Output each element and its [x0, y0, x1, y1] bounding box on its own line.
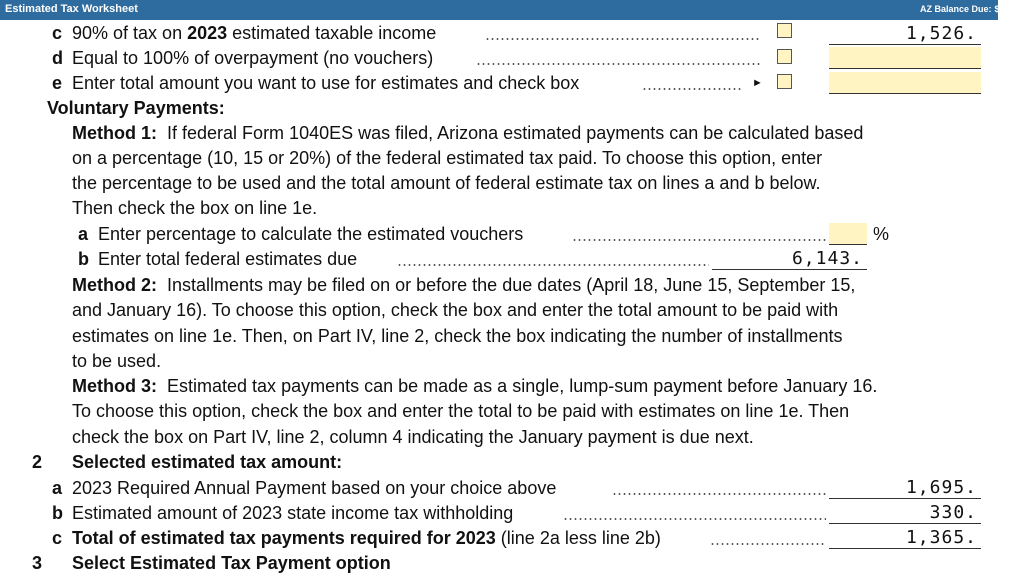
leader-dots	[642, 88, 742, 90]
line-2c-field[interactable]: 1,365.	[829, 527, 981, 549]
leader-dots	[572, 239, 827, 241]
voluntary-payments-heading: Voluntary Payments:	[47, 98, 225, 118]
line-letter: d	[52, 48, 63, 68]
method-3-line	[0, 425, 998, 450]
federal-estimates-label: Enter total federal estimates due	[98, 249, 358, 269]
line-3-title: Select Estimated Tax Payment option	[72, 553, 391, 573]
line-1d-field[interactable]	[829, 47, 981, 69]
method-2-line-2: and January 16). To choose this option, check the box and enter the total amount to be paid with	[72, 300, 839, 320]
line-2-title: Selected estimated tax amount:	[72, 452, 343, 472]
line-1c-field[interactable]: 1,526.	[829, 23, 981, 45]
arrow-right-icon: ►	[752, 77, 763, 89]
line-1c-year: 2023	[187, 23, 228, 43]
window-title-bar	[0, 0, 1012, 20]
method-3-line	[0, 399, 998, 424]
line-letter: e	[52, 73, 63, 93]
line-1d-label: Equal to 100% of overpayment (no vouchers)	[72, 48, 434, 68]
leader-dots	[710, 543, 826, 545]
line-2a-field[interactable]: 1,695.	[829, 477, 981, 499]
voluntary-payments-heading-row	[0, 96, 998, 121]
method-2-line	[0, 324, 998, 349]
line-3-number: 3	[32, 553, 43, 573]
method-2-label: Method 2:	[72, 275, 157, 295]
method-3-line-2: To choose this option, check the box and enter the total to be paid with estimates on line 1e. Then	[72, 401, 850, 421]
line-1c-post: estimated taxable income	[227, 23, 437, 43]
percentage-label: Enter percentage to calculate the estimated vouchers	[98, 224, 524, 244]
line-2c	[0, 526, 998, 551]
method-2-line	[0, 298, 998, 323]
worksheet-body	[0, 20, 998, 573]
method-1-line	[0, 196, 998, 221]
line-3-partial	[0, 551, 998, 576]
method-3-line	[0, 374, 998, 399]
method-2-line-3: estimates on line 1e. Then, on Part IV, line 2, check the box indicating the number of installments	[72, 326, 843, 346]
line-1e-field[interactable]	[829, 72, 981, 94]
line-2-number: 2	[32, 452, 43, 472]
leader-dots	[476, 63, 760, 65]
percentage-field[interactable]	[829, 223, 867, 245]
line-2c-bold-label: Total of estimated tax payments required for 2023	[72, 528, 496, 548]
line-letter: a	[78, 224, 89, 244]
method-1-line-a	[0, 222, 998, 247]
line-letter: b	[52, 503, 63, 523]
percent-sign: %	[873, 224, 890, 244]
line-2b-label: Estimated amount of 2023 state income tax withholding	[72, 503, 514, 523]
line-1c-label	[72, 21, 436, 46]
line-1c-checkbox[interactable]	[777, 23, 792, 38]
line-1c-pre: 90% of tax on	[72, 23, 188, 43]
method-1-line-4: Then check the box on line 1e.	[72, 198, 318, 218]
method-3-text	[72, 374, 877, 399]
line-letter: c	[52, 23, 63, 43]
method-1-line	[0, 171, 998, 196]
line-1d-checkbox[interactable]	[777, 49, 792, 64]
method-2-text	[72, 273, 855, 298]
line-2a-label: 2023 Required Annual Payment based on your choice above	[72, 478, 557, 498]
method-1-text	[72, 121, 863, 146]
method-1-line-1: If federal Form 1040ES was filed, Arizona estimated payments can be calculated based	[167, 123, 864, 143]
line-1c	[0, 21, 998, 46]
line-2-heading-row	[0, 450, 998, 475]
leader-dots	[612, 493, 826, 495]
line-letter: a	[52, 478, 63, 498]
line-2b	[0, 501, 998, 526]
federal-estimates-field[interactable]: 6,143.	[712, 248, 867, 270]
line-2b-field[interactable]: 330.	[829, 502, 981, 524]
line-2a	[0, 476, 998, 501]
method-2-line	[0, 349, 998, 374]
method-3-line-1: Estimated tax payments can be made as a single, lump-sum payment before January 16.	[167, 376, 878, 396]
method-1-line-b	[0, 247, 998, 272]
line-2c-suffix: (line 2a less line 2b)	[495, 528, 661, 548]
line-1e-label: Enter total amount you want to use for estimates and check box	[72, 73, 580, 93]
leader-dots	[563, 518, 826, 520]
method-3-label: Method 3:	[72, 376, 157, 396]
line-2c-label	[72, 526, 661, 551]
method-1-line	[0, 121, 998, 146]
balance-due-label: AZ Balance Due:	[920, 4, 992, 14]
worksheet-title: Estimated Tax Worksheet	[5, 3, 138, 15]
line-1d	[0, 46, 998, 71]
line-1e	[0, 71, 998, 96]
line-1e-checkbox[interactable]	[777, 74, 792, 89]
method-2-line-4: to be used.	[72, 351, 162, 371]
balance-due	[920, 4, 1012, 14]
method-1-line-3: the percentage to be used and the total amount of federal estimate tax on lines a and b below.	[72, 173, 821, 193]
method-3-line-3: check the box on Part IV, line 2, column 4 indicating the January payment is due next.	[72, 427, 754, 447]
method-1-line-2: on a percentage (10, 15 or 20%) of the federal estimated tax paid. To choose this option, enter	[72, 148, 823, 168]
line-letter: b	[78, 249, 89, 269]
method-1-label: Method 1:	[72, 123, 157, 143]
leader-dots	[485, 38, 760, 40]
method-2-line	[0, 273, 998, 298]
line-letter: c	[52, 528, 63, 548]
method-2-line-1: Installments may be filed on or before the due dates (April 18, June 15, September 15,	[167, 275, 856, 295]
leader-dots	[397, 264, 709, 266]
balance-due-value: $1,3	[994, 4, 1012, 14]
method-1-line	[0, 146, 998, 171]
